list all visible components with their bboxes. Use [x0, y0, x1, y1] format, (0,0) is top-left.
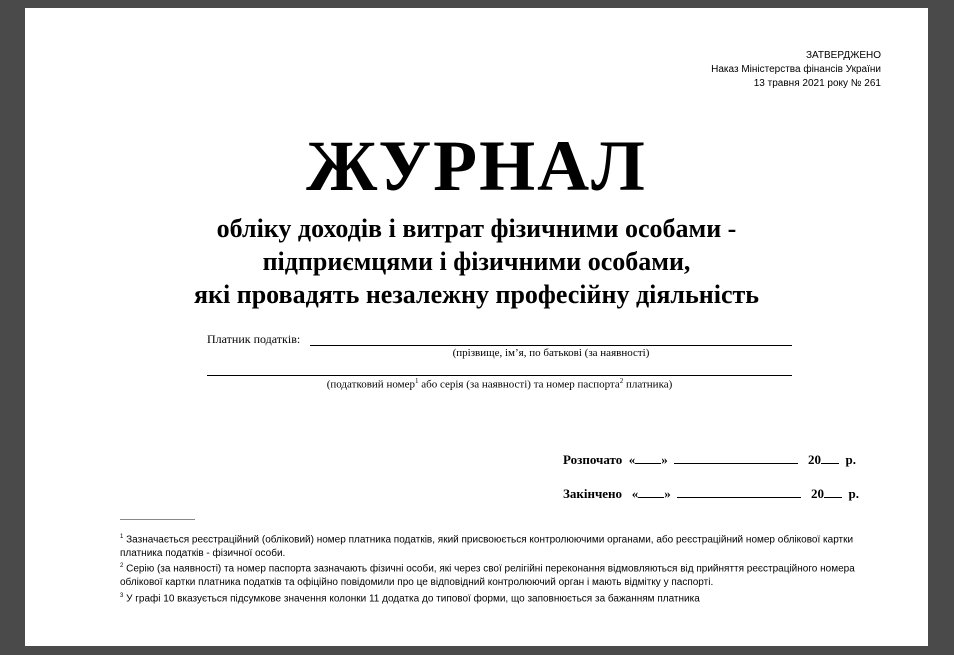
payer-name-line[interactable] — [310, 345, 792, 346]
started-label: Розпочато — [563, 452, 623, 467]
started-day-blank[interactable] — [635, 463, 661, 464]
footnote-separator — [120, 519, 195, 520]
finished-year-blank[interactable] — [824, 497, 842, 498]
finished-month-blank[interactable] — [677, 497, 801, 498]
subtitle-line-2: підприємцями і фізичними особами, — [262, 247, 691, 276]
approval-order: Наказ Міністерства фінансів України — [711, 64, 881, 75]
started-month-blank[interactable] — [674, 463, 798, 464]
document-subtitle — [25, 212, 928, 311]
approval-date: 13 травня 2021 року № 261 — [753, 78, 881, 89]
footnote-2: $^2$ Серію (за наявності) та номер паспорта зазначають фізичні особи, які через свої релігійні переконання відмовляються від прийняття реєстраційного номера облікової картки платника податків та офіційно повідомили про це відповідний контролюючий орган і мають відмітку у паспорті. — [120, 563, 855, 589]
approval-status: ЗАТВЕРДЖЕНО — [805, 50, 881, 61]
payer-id-hint: (податковий номер$^1$ або серія (за наявності) та номер паспорта$^2$ платника) — [326, 377, 673, 391]
finished-row: Закінчено « » 20 р. — [563, 486, 860, 501]
finished-label: Закінчено — [563, 486, 623, 501]
payer-label: Платник податків: — [207, 332, 301, 346]
started-year-blank[interactable] — [821, 463, 839, 464]
approval-block — [621, 49, 881, 91]
document-title: ЖУРНАЛ — [306, 126, 647, 206]
payer-id-line[interactable] — [207, 375, 792, 376]
footnotes — [120, 531, 890, 605]
started-row: Розпочато « » 20 р. — [563, 452, 856, 467]
finished-day-blank[interactable] — [638, 497, 664, 498]
footnote-3: $^3$ У графі 10 вказується підсумкове значення колонки 11 додатка до типової форми, що заповнюється за бажанням платника — [120, 592, 700, 604]
payer-name-hint: (прізвище, ім’я, по батькові (за наявності) — [452, 347, 650, 359]
document-page — [25, 8, 928, 646]
subtitle-line-3: які провадять незалежну професійну діяльність — [193, 280, 760, 309]
subtitle-line-1: обліку доходів і витрат фізичними особами - — [216, 214, 737, 243]
footnote-1: $^1$ Зазначається реєстраційний (обліковий) номер платника податків, який присвоюється контролюючими органами, або реєстраційний номер облікової картки платника податків - фізичної особи. — [120, 534, 854, 559]
